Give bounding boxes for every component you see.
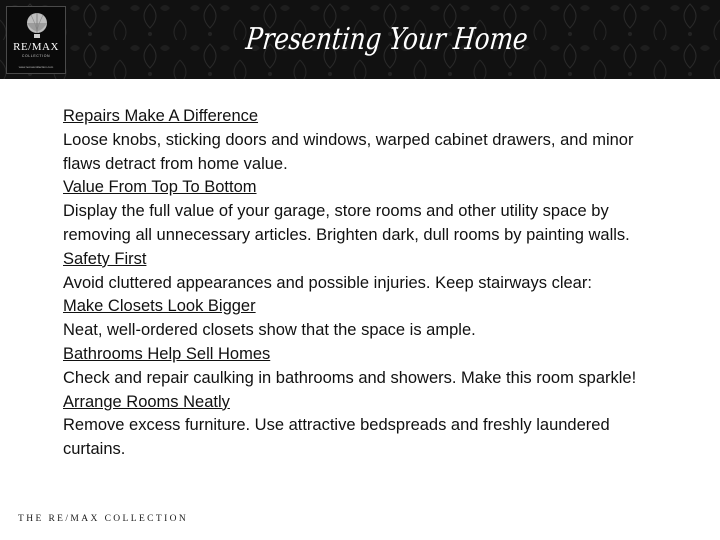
section-heading-safety: Safety First — [63, 249, 147, 268]
section-text-bathrooms: Check and repair caulking in bathrooms and showers. Make this room sparkle! — [63, 368, 637, 387]
section-heading-closets: Make Closets Look Bigger — [63, 297, 256, 316]
section-text-repairs: Loose knobs, sticking doors and windows, warped cabinet drawers, and minor flaws detract from home value. — [63, 130, 634, 173]
logo-tagline: www.remaxcollection.com — [18, 65, 54, 69]
section-heading-repairs: Repairs Make A Difference — [63, 107, 259, 125]
remax-collection-logo — [6, 6, 66, 74]
logo-subline: COLLECTION — [21, 54, 51, 58]
section-heading-bathrooms: Bathrooms Help Sell Homes — [63, 344, 271, 363]
footer-brand: THE RE/MAX COLLECTION — [18, 514, 189, 524]
page-title: Presenting Your Home — [244, 22, 530, 57]
section-heading-arrange: Arrange Rooms Neatly — [63, 392, 230, 411]
section-text-safety: Avoid cluttered appearances and possible injuries. Keep stairways clear: — [63, 273, 592, 292]
logo-wordmark: RE/MAX — [13, 41, 59, 53]
hot-air-balloon-icon — [26, 13, 48, 39]
section-text-closets: Neat, well-ordered closets show that the space is ample. — [63, 321, 476, 340]
header-banner — [0, 0, 720, 79]
section-heading-value: Value From Top To Bottom — [63, 178, 257, 197]
section-text-value: Display the full value of your garage, store rooms and other utility space by removing all unnecessary articles. Brighten dark, dull rooms by painting walls. — [63, 202, 630, 244]
tips-content — [63, 105, 663, 462]
section-text-arrange: Remove excess furniture. Use attractive bedspreads and freshly laundered curtains. — [63, 416, 610, 459]
